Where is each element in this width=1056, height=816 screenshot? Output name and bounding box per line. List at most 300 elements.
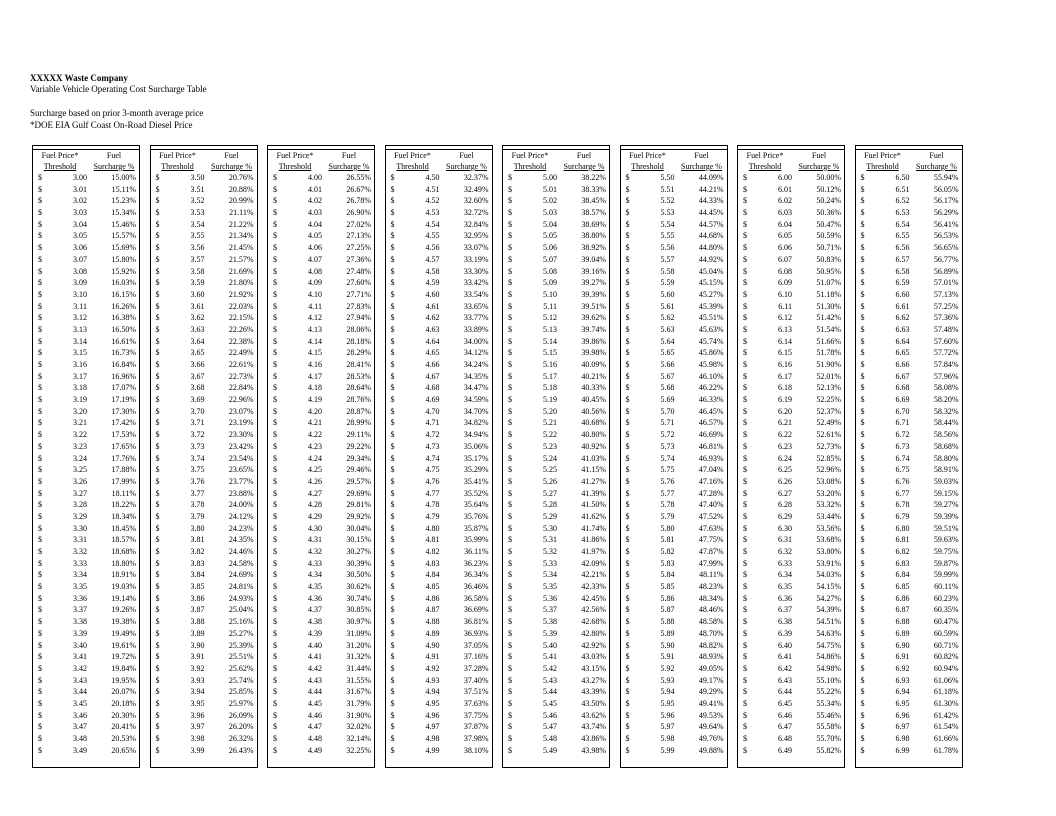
currency-symbol: $ [625, 184, 630, 194]
fuel-surcharge-percent: 60.47% [933, 617, 959, 627]
fuel-surcharge-header [87, 150, 141, 172]
currency-symbol: $ [155, 313, 160, 323]
currency-symbol: $ [625, 219, 630, 229]
fuel-price-threshold: 5.47 [543, 722, 557, 732]
fuel-surcharge-percent: 25.62% [228, 663, 254, 673]
currency-symbol: $ [625, 488, 630, 498]
table-row [738, 336, 844, 348]
fuel-surcharge-percent: 33.19% [463, 254, 489, 264]
fuel-price-threshold: 4.32 [308, 547, 322, 556]
fuel-surcharge-percent: 27.71% [346, 289, 371, 299]
fuel-price-threshold: 5.66 [660, 360, 675, 369]
fuel-price-threshold: 3.49 [73, 745, 87, 755]
fuel-price-threshold: 4.25 [308, 465, 322, 475]
fuel-surcharge-percent: 28.99% [346, 418, 371, 428]
currency-symbol: $ [508, 360, 512, 369]
currency-symbol: $ [743, 582, 747, 592]
fuel-price-threshold: 5.95 [660, 698, 675, 708]
fuel-surcharge-percent: 35.76% [463, 511, 489, 521]
fuel-price-threshold: 5.18 [543, 383, 557, 393]
currency-symbol: $ [155, 605, 160, 615]
table-row [856, 406, 962, 418]
fuel-price-threshold: 5.08 [543, 266, 557, 276]
fuel-surcharge-percent: 47.52% [698, 511, 724, 521]
table-row [151, 371, 257, 383]
table-row [856, 604, 962, 616]
fuel-price-threshold: 6.55 [895, 231, 910, 241]
table-row [738, 698, 844, 710]
fuel-price-threshold: 3.36 [73, 593, 87, 603]
table-row [151, 488, 257, 500]
fuel-surcharge-percent: 30.85% [346, 605, 371, 615]
fuel-surcharge-percent: 19.84% [111, 663, 136, 673]
currency-symbol: $ [390, 348, 395, 358]
table-row [856, 745, 962, 757]
fuel-price-threshold: 4.41 [308, 652, 322, 662]
currency-symbol: $ [508, 465, 512, 475]
currency-symbol: $ [743, 547, 747, 556]
currency-symbol: $ [860, 710, 865, 720]
table-row [738, 289, 844, 301]
fuel-price-threshold: 5.43 [543, 675, 557, 685]
currency-symbol: $ [390, 219, 395, 229]
currency-symbol: $ [743, 360, 747, 369]
fuel-surcharge-percent: 18.11% [111, 488, 136, 498]
fuel-price-threshold: 5.54 [660, 219, 675, 229]
fuel-price-threshold: 3.52 [190, 196, 205, 206]
fuel-price-threshold: 4.92 [425, 663, 440, 673]
currency-symbol: $ [625, 628, 630, 638]
table-row [33, 604, 139, 616]
fuel-price-threshold: 5.01 [543, 184, 557, 194]
table-row [386, 721, 492, 733]
fuel-surcharge-percent: 31.90% [346, 710, 371, 720]
fuel-surcharge-percent: 19.95% [111, 675, 136, 685]
fuel-price-threshold: 6.72 [895, 430, 910, 440]
fuel-surcharge-percent: 45.15% [698, 278, 724, 288]
table-row [33, 301, 139, 313]
fuel-price-threshold: 4.78 [425, 500, 440, 510]
price-header-line2: Threshold [43, 162, 77, 171]
currency-symbol: $ [155, 628, 160, 638]
fuel-price-threshold: 6.36 [778, 593, 792, 603]
table-row [621, 453, 727, 465]
currency-symbol: $ [273, 313, 277, 323]
currency-symbol: $ [38, 628, 42, 638]
currency-symbol: $ [155, 652, 160, 662]
table-row [33, 382, 139, 394]
table-row [621, 382, 727, 394]
fuel-surcharge-percent: 58.68% [933, 441, 959, 451]
fuel-surcharge-percent: 43.27% [581, 675, 606, 685]
fuel-surcharge-percent: 31.32% [346, 652, 371, 662]
fuel-price-threshold: 3.20 [73, 406, 87, 416]
currency-symbol: $ [860, 722, 865, 732]
fuel-surcharge-percent: 42.92% [581, 640, 606, 650]
currency-symbol: $ [625, 254, 630, 264]
currency-symbol: $ [625, 465, 630, 475]
fuel-price-threshold: 6.54 [895, 219, 910, 229]
fuel-price-threshold: 4.67 [425, 371, 440, 381]
fuel-header-line1: Fuel [694, 151, 709, 160]
fuel-surcharge-header [792, 150, 846, 172]
table-row [386, 184, 492, 196]
currency-symbol: $ [273, 453, 277, 463]
fuel-price-threshold: 5.94 [660, 687, 675, 697]
table-row [151, 312, 257, 324]
table-block [737, 145, 845, 768]
currency-symbol: $ [860, 231, 865, 241]
fuel-price-threshold: 6.99 [895, 745, 910, 755]
fuel-price-threshold: 5.99 [660, 745, 675, 755]
currency-symbol: $ [155, 535, 160, 545]
currency-symbol: $ [508, 640, 512, 650]
fuel-price-threshold: 4.07 [308, 254, 322, 264]
fuel-surcharge-percent: 20.41% [111, 722, 136, 732]
fuel-surcharge-percent: 21.22% [228, 219, 254, 229]
fuel-price-threshold: 6.97 [895, 722, 910, 732]
fuel-price-threshold: 6.76 [895, 476, 910, 486]
fuel-price-threshold: 6.52 [895, 196, 910, 206]
fuel-price-threshold: 5.13 [543, 324, 557, 334]
fuel-surcharge-percent: 45.51% [698, 313, 724, 323]
currency-symbol: $ [860, 219, 865, 229]
table-row [738, 371, 844, 383]
table-row [503, 266, 609, 278]
fuel-price-threshold: 6.51 [895, 184, 910, 194]
currency-symbol: $ [860, 535, 865, 545]
fuel-price-threshold: 5.98 [660, 734, 675, 743]
currency-symbol: $ [38, 476, 42, 486]
fuel-price-threshold: 4.80 [425, 523, 440, 533]
table-row [621, 195, 727, 207]
table-row [738, 616, 844, 628]
fuel-price-threshold: 3.08 [73, 266, 87, 276]
table-row [503, 604, 609, 616]
fuel-surcharge-percent: 53.44% [816, 511, 841, 521]
currency-symbol: $ [38, 324, 42, 334]
table-row [738, 534, 844, 546]
fuel-price-threshold: 6.35 [778, 582, 792, 592]
fuel-price-threshold: 3.15 [73, 348, 87, 358]
fuel-surcharge-percent: 53.20% [816, 488, 841, 498]
fuel-price-threshold: 6.02 [778, 196, 792, 206]
fuel-surcharge-percent: 56.89% [933, 266, 959, 276]
currency-symbol: $ [390, 698, 395, 708]
currency-symbol: $ [155, 383, 160, 393]
table-row [621, 488, 727, 500]
table-row [738, 569, 844, 581]
currency-symbol: $ [508, 219, 512, 229]
table-row [386, 663, 492, 675]
fuel-price-threshold: 3.26 [73, 476, 87, 486]
table-row [151, 453, 257, 465]
fuel-price-threshold: 5.96 [660, 710, 675, 720]
fuel-surcharge-percent: 54.15% [816, 582, 841, 592]
fuel-price-threshold: 4.89 [425, 628, 440, 638]
fuel-price-threshold: 3.77 [190, 488, 205, 498]
fuel-price-threshold: 5.40 [543, 640, 557, 650]
table-row [856, 733, 962, 745]
fuel-surcharge-percent: 60.71% [933, 640, 959, 650]
table-row [738, 429, 844, 441]
fuel-price-threshold: 4.97 [425, 722, 440, 732]
currency-symbol: $ [38, 441, 42, 451]
fuel-surcharge-percent: 19.49% [111, 628, 136, 638]
fuel-price-threshold: 4.14 [308, 336, 322, 346]
currency-symbol: $ [625, 348, 630, 358]
table-row [268, 207, 374, 219]
fuel-surcharge-percent: 45.04% [698, 266, 724, 276]
fuel-surcharge-percent: 50.71% [816, 243, 841, 253]
currency-symbol: $ [625, 336, 630, 346]
table-row [151, 417, 257, 429]
table-row [503, 382, 609, 394]
currency-symbol: $ [273, 500, 277, 510]
fuel-surcharge-percent: 51.78% [816, 348, 841, 358]
fuel-price-threshold: 6.32 [778, 547, 792, 556]
currency-symbol: $ [38, 535, 42, 545]
price-header-line1: Fuel Price* [746, 151, 784, 160]
table-row [33, 733, 139, 745]
fuel-price-threshold: 5.19 [543, 395, 557, 405]
currency-symbol: $ [38, 605, 42, 615]
currency-symbol: $ [625, 500, 630, 510]
fuel-price-threshold: 6.03 [778, 208, 792, 218]
table-row [503, 733, 609, 745]
fuel-price-threshold: 3.97 [190, 722, 205, 732]
currency-symbol: $ [155, 547, 160, 556]
currency-symbol: $ [273, 547, 277, 556]
currency-symbol: $ [38, 278, 42, 288]
currency-symbol: $ [273, 348, 277, 358]
table-row [738, 195, 844, 207]
table-row [503, 301, 609, 313]
table-row [386, 266, 492, 278]
fuel-price-threshold: 6.79 [895, 511, 910, 521]
currency-symbol: $ [273, 698, 277, 708]
table-row [386, 336, 492, 348]
fuel-surcharge-percent: 30.50% [346, 570, 371, 580]
currency-symbol: $ [860, 418, 865, 428]
fuel-surcharge-percent: 15.11% [111, 184, 136, 194]
currency-symbol: $ [390, 652, 395, 662]
fuel-price-threshold: 5.53 [660, 208, 675, 218]
fuel-surcharge-percent: 27.83% [346, 301, 371, 311]
table-row [268, 558, 374, 570]
fuel-surcharge-percent: 44.45% [698, 208, 724, 218]
fuel-price-threshold: 6.37 [778, 605, 792, 615]
table-row [503, 698, 609, 710]
currency-symbol: $ [508, 301, 512, 311]
currency-symbol: $ [860, 453, 865, 463]
currency-symbol: $ [273, 395, 277, 405]
price-header-line1: Fuel Price* [41, 151, 79, 160]
fuel-surcharge-percent: 34.70% [463, 406, 489, 416]
fuel-surcharge-percent: 26.90% [346, 208, 371, 218]
fuel-surcharge-percent: 16.73% [111, 348, 136, 358]
currency-symbol: $ [390, 605, 395, 615]
currency-symbol: $ [273, 535, 277, 545]
fuel-price-threshold: 4.18 [308, 383, 322, 393]
fuel-surcharge-percent: 25.51% [228, 652, 254, 662]
fuel-price-threshold: 3.32 [73, 547, 87, 556]
fuel-surcharge-percent: 19.38% [111, 617, 136, 627]
currency-symbol: $ [273, 652, 277, 662]
currency-symbol: $ [625, 663, 630, 673]
table-row [386, 464, 492, 476]
currency-symbol: $ [508, 687, 512, 697]
fuel-price-threshold: 6.70 [895, 406, 910, 416]
table-row [621, 710, 727, 722]
fuel-price-threshold: 4.55 [425, 231, 440, 241]
fuel-surcharge-percent: 57.60% [933, 336, 959, 346]
fuel-price-threshold: 4.22 [308, 430, 322, 440]
fuel-price-threshold: 5.05 [543, 231, 557, 241]
table-row [33, 721, 139, 733]
currency-symbol: $ [155, 208, 160, 218]
fuel-surcharge-percent: 40.92% [581, 441, 606, 451]
currency-symbol: $ [743, 289, 747, 299]
currency-symbol: $ [38, 593, 42, 603]
table-row [621, 219, 727, 231]
fuel-price-threshold: 6.40 [778, 640, 792, 650]
table-row [33, 558, 139, 570]
fuel-surcharge-percent: 50.83% [816, 254, 841, 264]
fuel-surcharge-percent: 49.88% [698, 745, 724, 755]
fuel-surcharge-percent: 18.45% [111, 523, 136, 533]
fuel-surcharge-percent: 40.45% [581, 395, 606, 405]
currency-symbol: $ [508, 289, 512, 299]
fuel-price-threshold: 4.86 [425, 593, 440, 603]
fuel-surcharge-percent: 45.39% [698, 301, 724, 311]
fuel-surcharge-percent: 42.56% [581, 605, 606, 615]
fuel-price-threshold: 4.75 [425, 465, 440, 475]
table-row [621, 406, 727, 418]
table-row [151, 429, 257, 441]
currency-symbol: $ [508, 208, 512, 218]
currency-symbol: $ [625, 453, 630, 463]
table-row [268, 686, 374, 698]
currency-symbol: $ [743, 406, 747, 416]
fuel-surcharge-percent: 33.07% [463, 243, 489, 253]
currency-symbol: $ [860, 734, 865, 743]
fuel-price-threshold: 3.29 [73, 511, 87, 521]
currency-symbol: $ [625, 745, 630, 755]
currency-symbol: $ [508, 605, 512, 615]
currency-symbol: $ [508, 348, 512, 358]
table-row [621, 523, 727, 535]
currency-symbol: $ [155, 710, 160, 720]
fuel-surcharge-percent: 54.03% [816, 570, 841, 580]
currency-symbol: $ [743, 570, 747, 580]
currency-symbol: $ [273, 371, 277, 381]
fuel-surcharge-percent: 46.10% [698, 371, 724, 381]
currency-symbol: $ [743, 348, 747, 358]
currency-symbol: $ [273, 488, 277, 498]
fuel-price-threshold: 6.39 [778, 628, 792, 638]
table-row [621, 581, 727, 593]
currency-symbol: $ [155, 593, 160, 603]
fuel-price-threshold: 6.45 [778, 698, 792, 708]
table-row [151, 207, 257, 219]
fuel-price-threshold: 3.82 [190, 547, 205, 556]
fuel-price-threshold: 3.90 [190, 640, 205, 650]
table-row [151, 675, 257, 687]
fuel-price-threshold: 4.12 [308, 313, 322, 323]
table-row [268, 745, 374, 757]
currency-symbol: $ [508, 254, 512, 264]
fuel-price-threshold: 5.93 [660, 675, 675, 685]
table-row [33, 242, 139, 254]
fuel-surcharge-percent: 40.56% [581, 406, 606, 416]
fuel-price-threshold: 5.31 [543, 535, 557, 545]
fuel-price-threshold: 3.12 [73, 313, 87, 323]
fuel-surcharge-percent: 38.57% [581, 208, 606, 218]
fuel-surcharge-percent: 58.20% [933, 395, 959, 405]
fuel-price-threshold: 6.66 [895, 360, 910, 369]
currency-symbol: $ [625, 301, 630, 311]
fuel-surcharge-percent: 45.27% [698, 289, 724, 299]
fuel-surcharge-percent: 35.06% [463, 441, 489, 451]
currency-symbol: $ [508, 663, 512, 673]
fuel-surcharge-percent: 38.69% [581, 219, 606, 229]
currency-symbol: $ [273, 441, 277, 451]
currency-symbol: $ [38, 371, 42, 381]
fuel-price-threshold: 5.15 [543, 348, 557, 358]
table-row [621, 394, 727, 406]
table-row [268, 230, 374, 242]
fuel-surcharge-percent: 48.34% [698, 593, 724, 603]
fuel-price-threshold: 6.90 [895, 640, 910, 650]
fuel-surcharge-percent: 48.93% [698, 652, 724, 662]
fuel-price-threshold: 3.35 [73, 582, 87, 592]
fuel-price-threshold: 5.75 [660, 465, 675, 475]
currency-symbol: $ [860, 324, 865, 334]
currency-symbol: $ [390, 430, 395, 440]
table-row [738, 558, 844, 570]
fuel-surcharge-percent: 32.84% [463, 219, 489, 229]
currency-symbol: $ [508, 734, 512, 743]
currency-symbol: $ [38, 488, 42, 498]
fuel-surcharge-percent: 57.72% [933, 348, 959, 358]
currency-symbol: $ [390, 734, 395, 743]
fuel-price-threshold: 3.27 [73, 488, 87, 498]
fuel-price-threshold: 4.73 [425, 441, 440, 451]
fuel-surcharge-percent: 58.91% [933, 465, 959, 475]
fuel-surcharge-percent: 28.76% [346, 395, 371, 405]
table-row [621, 336, 727, 348]
fuel-price-threshold: 4.38 [308, 617, 322, 627]
currency-symbol: $ [625, 395, 630, 405]
fuel-surcharge-percent: 43.86% [581, 734, 606, 743]
currency-symbol: $ [273, 360, 277, 369]
fuel-price-threshold: 3.38 [73, 617, 87, 627]
fuel-price-threshold: 5.24 [543, 453, 557, 463]
currency-symbol: $ [273, 266, 277, 276]
fuel-price-threshold: 3.05 [73, 231, 87, 241]
fuel-surcharge-percent: 50.36% [816, 208, 841, 218]
table-row [856, 195, 962, 207]
fuel-price-threshold: 6.08 [778, 266, 792, 276]
currency-symbol: $ [508, 371, 512, 381]
table-row [738, 172, 844, 184]
table-row [268, 172, 374, 184]
fuel-price-threshold: 5.44 [543, 687, 557, 697]
fuel-price-threshold: 6.46 [778, 710, 792, 720]
fuel-surcharge-percent: 37.05% [463, 640, 489, 650]
table-row [33, 359, 139, 371]
